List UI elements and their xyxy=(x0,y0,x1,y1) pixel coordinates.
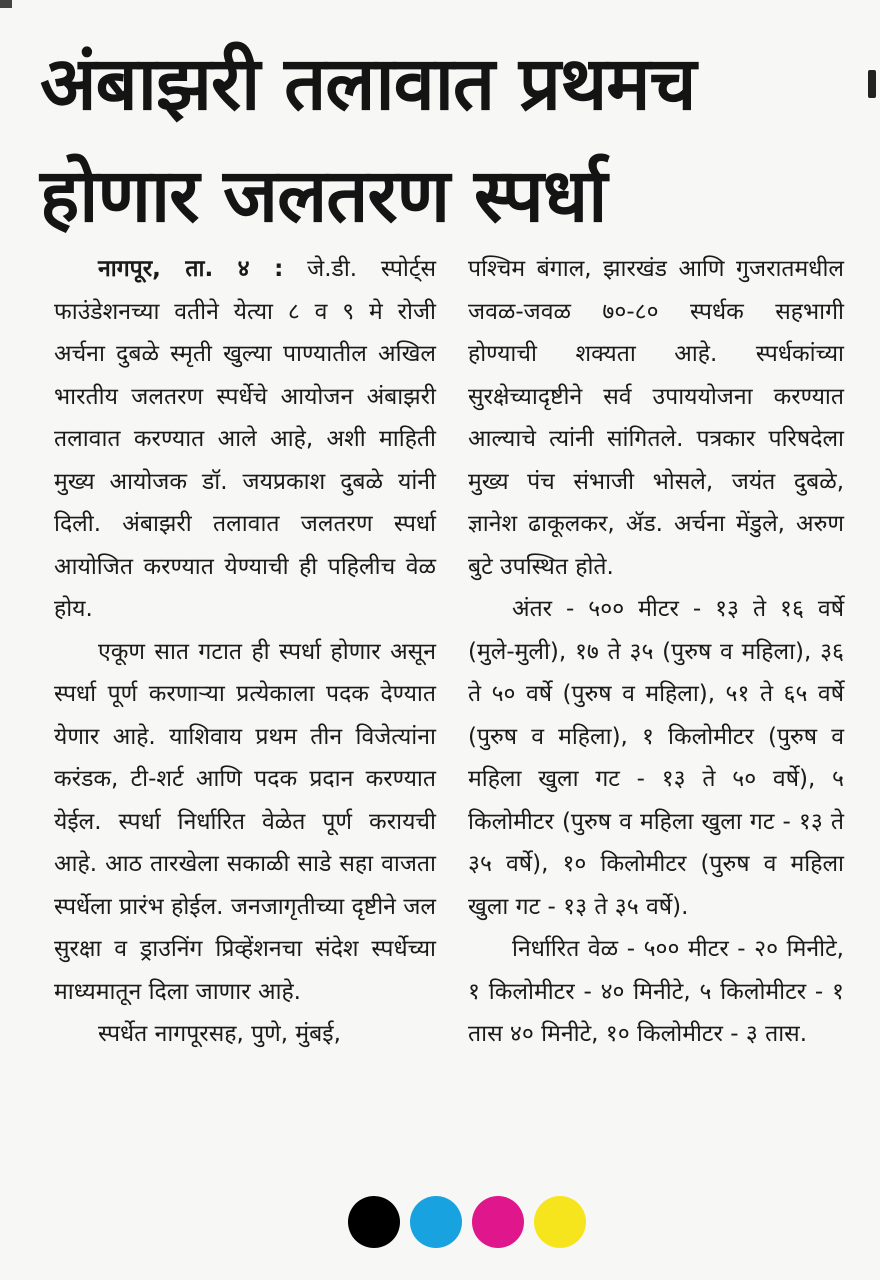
cyan-registration-dot xyxy=(410,1196,462,1248)
corner-mark xyxy=(0,0,12,8)
printer-registration-marks xyxy=(348,1196,588,1252)
article-column-left xyxy=(54,248,436,1056)
edge-mark xyxy=(868,70,876,98)
headline-line-1: अंबाझरी तलावात प्रथमच xyxy=(40,41,696,127)
distance-categories-paragraph: अंतर - ५०० मीटर - १३ ते १६ वर्षे (मुले-मुली), १७ ते ३५ (पुरुष व महिला), ३६ ते ५० वर्षे (पुरुष व महिला), ५१ ते ६५ वर्षे (पुरुष व महिला), १ किलोमीटर (पुरुष व महिला खुला गट - १३ ते ५० वर्षे), ५ किलोमीटर (पुरुष व महिला खुला गट - १३ ते ३५ वर्षे), १० किलोमीटर (पुरुष व महिला खुला गट - १३ ते ३५ वर्षे). xyxy=(468,596,844,920)
yellow-registration-dot xyxy=(534,1196,586,1248)
dateline: नागपूर, ता. ४ : xyxy=(98,256,284,282)
headline xyxy=(40,28,860,252)
article-paragraph-4: पश्चिम बंगाल, झारखंड आणि गुजरातमधील जवळ-जवळ ७०-८० स्पर्धक सहभागी होण्याची शक्यता आहे. स्पर्धकांच्या सुरक्षेच्यादृष्टीने सर्व उपाययोजना करण्यात आल्याचे त्यांनी सांगितले. पत्रकार परिषदेला मुख्य पंच संभाजी भोसले, जयंत दुबळे, ज्ञानेश ढाकूलकर, ॲड. अर्चना मेंडुले, अरुण बुटे उपस्थित होते. xyxy=(468,256,844,580)
magenta-registration-dot xyxy=(472,1196,524,1248)
black-registration-dot xyxy=(348,1196,400,1248)
article-paragraph-3: स्पर्धेत नागपूरसह, पुणे, मुंबई, xyxy=(98,1021,341,1047)
article-paragraph-2: एकूण सात गटात ही स्पर्धा होणार असून स्पर्धा पूर्ण करणाऱ्या प्रत्येकाला पदक देण्यात येणार आहे. याशिवाय प्रथम तीन विजेत्यांना करंडक, टी-शर्ट आणि पदक प्रदान करण्यात येईल. स्पर्धा निर्धारित वेळेत पूर्ण करायची आहे. आठ तारखेला सकाळी साडे सहा वाजता स्पर्धेला प्रारंभ होईल. जनजागृतीच्या दृष्टीने जल सुरक्षा व ड्राउनिंग प्रिव्हेंशनचा संदेश स्पर्धेच्या माध्यमातून दिला जाणार आहे. xyxy=(54,638,436,1005)
paragraph-text: जे.डी. स्पोर्ट्स फाउंडेशनच्या वतीने येत्या ८ व ९ मे रोजी अर्चना दुबळे स्मृती खुल्या पाण्यातील अखिल भारतीय जलतरण स्पर्धेचे आयोजन अंबाझरी तलावात करण्यात आले आहे, अशी माहिती मुख्य आयोजक डॉ. जयप्रकाश दुबळे यांनी दिली. अंबाझरी तलावात जलतरण स्पर्धा आयोजित करण्यात येण्याची ही पहिलीच वेळ होय. xyxy=(54,256,436,622)
headline-line-2: होणार जलतरण स्पर्धा xyxy=(40,153,607,239)
time-limits-paragraph: निर्धारित वेळ - ५०० मीटर - २० मिनीटे, १ किलोमीटर - ४० मिनीटे, ५ किलोमीटर - १ तास ४० मिनीटे, १० किलोमीटर - ३ तास. xyxy=(468,936,844,1047)
article-paragraph-1 xyxy=(54,248,436,631)
article-column-right xyxy=(468,248,844,1056)
